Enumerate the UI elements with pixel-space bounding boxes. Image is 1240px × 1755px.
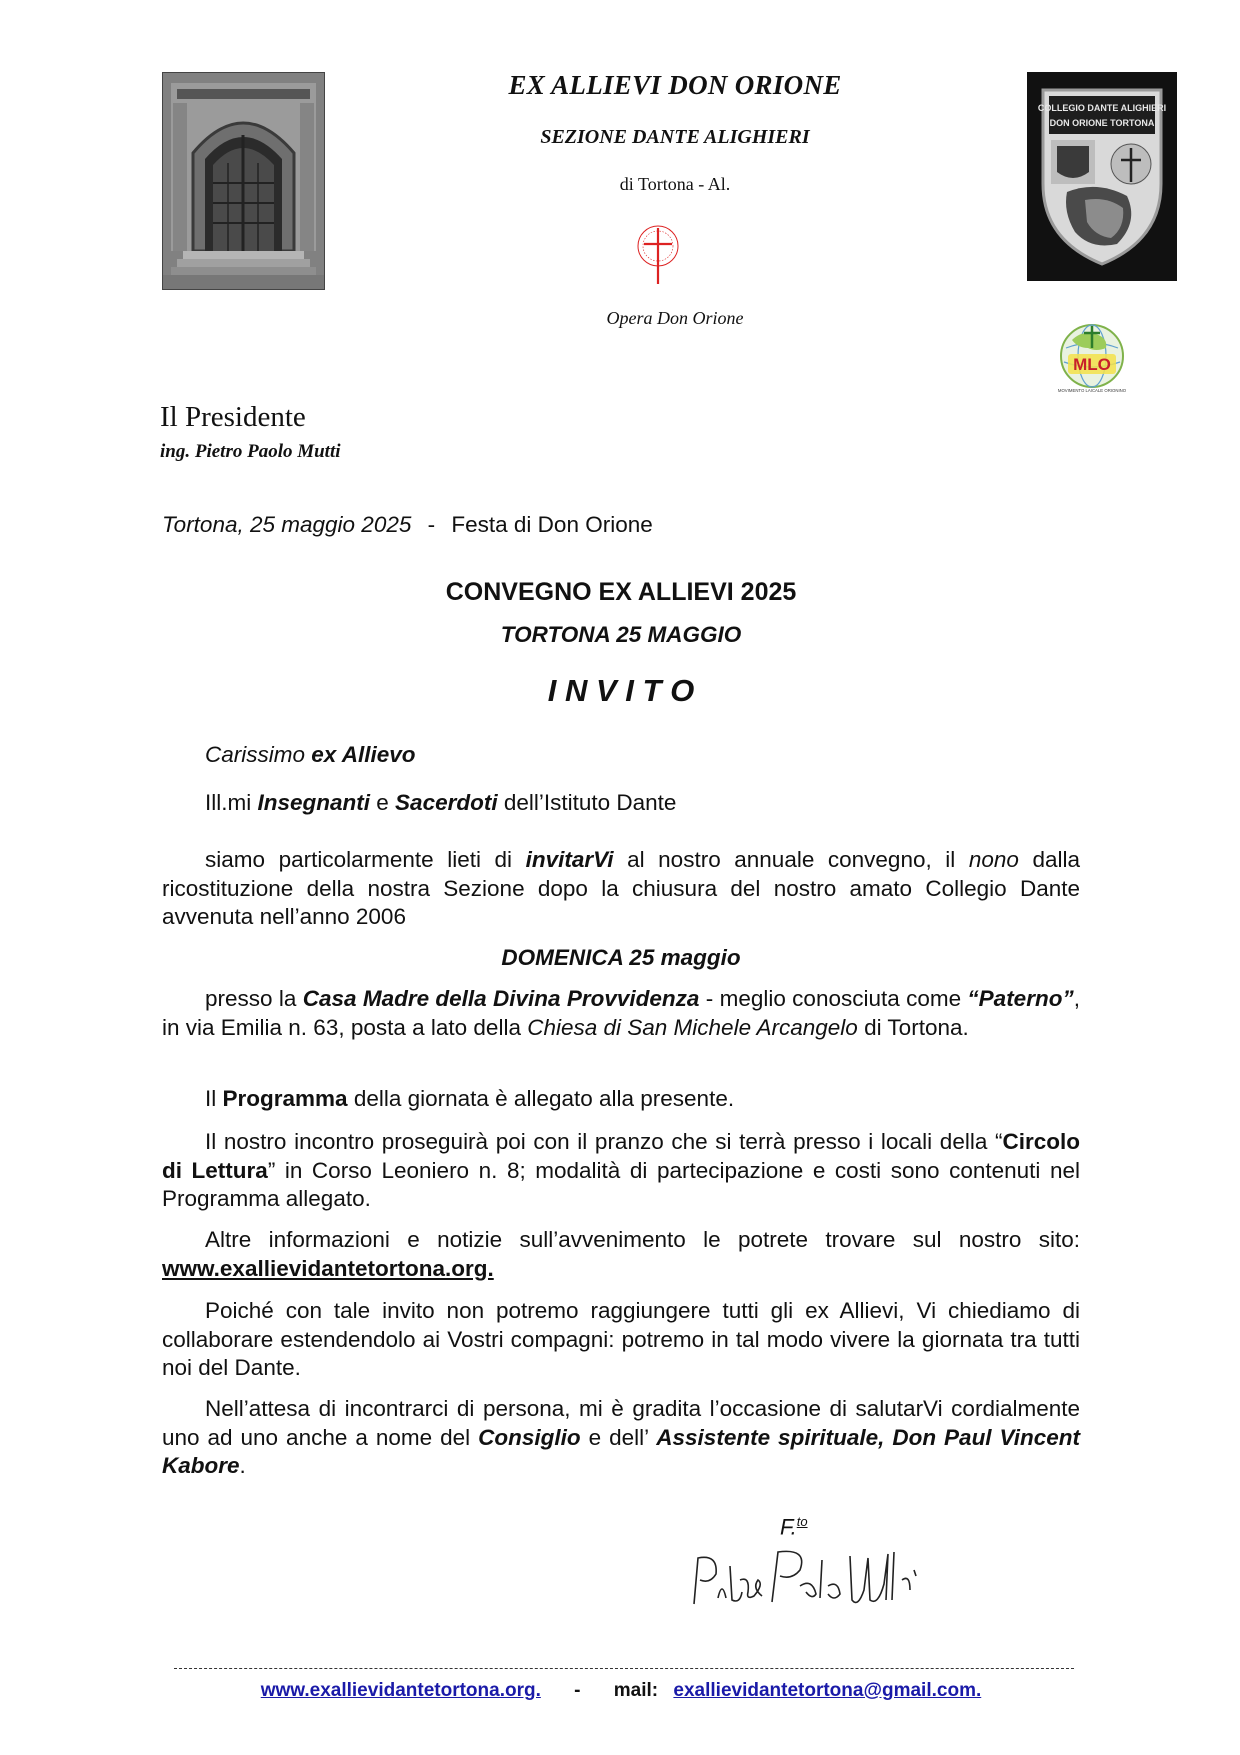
p7-text-e: . bbox=[239, 1453, 246, 1478]
footer-email-link[interactable]: exallievidantetortona@gmail.com. bbox=[673, 1680, 982, 1701]
p2-text-e: , in via Emilia n. 63, posta a lato della bbox=[162, 986, 1080, 1040]
opera-line: Opera Don Orione bbox=[606, 308, 744, 328]
p2-text-a: presso la bbox=[205, 986, 303, 1011]
website-link[interactable]: www.exallievidantetortona.org. bbox=[162, 1255, 494, 1281]
p3-text-c: della giornata è allegato alla presente. bbox=[347, 1086, 735, 1111]
p2-text-c: - meglio conosciuta come bbox=[699, 986, 968, 1011]
p1-text-e: dalla ricostituzione della nostra Sezione dopo la chiusura del nostro amato Collegio Dante avvenuta nell’anno 2006 bbox=[162, 847, 1080, 929]
section-subtitle: SEZIONE DANTE ALIGHIERI bbox=[540, 126, 810, 148]
paragraph-closing bbox=[162, 1395, 1080, 1481]
paragraph-invitation bbox=[162, 846, 1080, 932]
date-text: Tortona, 25 maggio 2025 bbox=[162, 512, 412, 537]
signature-fto bbox=[780, 1514, 808, 1540]
date-line bbox=[162, 512, 653, 538]
fto-text: F. bbox=[780, 1514, 797, 1540]
footer-mail-label: mail: bbox=[613, 1680, 659, 1701]
salutation-insegnanti: Insegnanti bbox=[257, 790, 371, 815]
doorway-illustration bbox=[163, 73, 324, 289]
invito-heading: I N V I T O bbox=[547, 673, 695, 708]
salutation-illmi: Ill.mi bbox=[205, 790, 258, 815]
college-badge-illustration bbox=[1027, 72, 1177, 281]
p7-consiglio: Consiglio bbox=[478, 1424, 581, 1450]
footer-separator: - bbox=[574, 1680, 581, 1701]
event-day: DOMENICA 25 maggio bbox=[501, 945, 741, 970]
footer-contacts bbox=[162, 1680, 1080, 1702]
sender-name: ing. Pietro Paolo Mutti bbox=[160, 441, 341, 462]
p7-assistente: Assistente spirituale, Don Paul Vincent Kabore bbox=[162, 1424, 1080, 1478]
p1-invitarvi: invitarVi bbox=[525, 847, 614, 872]
event-subtitle: TORTONA 25 MAGGIO bbox=[500, 622, 742, 647]
paragraph-programma bbox=[162, 1085, 1080, 1114]
p1-nono: nono bbox=[968, 847, 1019, 872]
p7-text-c: e dell’ bbox=[580, 1424, 657, 1450]
salutation-line-2 bbox=[205, 789, 676, 818]
p1-text-c: al nostro annuale convegno, il bbox=[613, 847, 969, 872]
mlo-caption: MOVIMENTO LAICALE ORIONINO bbox=[1057, 388, 1127, 393]
p2-chiesa: Chiesa di San Michele Arcangelo bbox=[527, 1014, 858, 1040]
mlo-text: MLO bbox=[1073, 355, 1111, 374]
badge-text-bottom: DON ORIONE TORTONA bbox=[1049, 118, 1155, 128]
footer-website-link[interactable]: www.exallievidantetortona.org. bbox=[260, 1680, 541, 1701]
p3-text-a: Il bbox=[205, 1086, 223, 1111]
date-separator: - bbox=[427, 512, 436, 537]
event-title: CONVEGNO EX ALLIEVI 2025 bbox=[445, 578, 797, 606]
handwritten-signature bbox=[688, 1540, 968, 1620]
location-line: di Tortona - Al. bbox=[619, 174, 731, 194]
paragraph-website bbox=[162, 1226, 1080, 1283]
fto-superscript: to bbox=[796, 1514, 808, 1529]
p2-paterno: “Paterno” bbox=[967, 986, 1074, 1011]
sender-role: Il Presidente bbox=[160, 401, 306, 433]
paragraph-collaboration: Poiché con tale invito non potremo raggiungere tutti gli ex Allievi, Vi chiediamo di collaborare estendendolo ai Vostri compagni: potremo in tal modo vivere la giornata tra tutti noi del Dante. bbox=[162, 1298, 1080, 1380]
salutation-istituto: dell’Istituto Dante bbox=[497, 790, 677, 815]
college-badge-photo bbox=[1027, 72, 1177, 281]
p3-programma: Programma bbox=[222, 1086, 348, 1111]
p4-text-c: ” in Corso Leoniero n. 8; modalità di partecipazione e costi sono contenuti nel Programma allegato. bbox=[162, 1157, 1080, 1211]
mlo-logo bbox=[1052, 318, 1132, 398]
salutation-sacerdoti: Sacerdoti bbox=[395, 790, 498, 815]
p1-text-a: siamo particolarmente lieti di bbox=[205, 847, 526, 872]
p5-text-a: Altre informazioni e notizie sull’avvenimento le potrete trovare sul nostro sito: bbox=[205, 1227, 1080, 1252]
salutation-prefix: Carissimo bbox=[205, 742, 312, 767]
salutation-and: e bbox=[370, 790, 396, 815]
paragraph-lunch bbox=[162, 1128, 1080, 1214]
doorway-photo bbox=[162, 72, 325, 290]
occasion-text: Festa di Don Orione bbox=[451, 512, 653, 537]
salutation-line-1 bbox=[205, 741, 415, 770]
cross-emblem-icon bbox=[630, 222, 686, 288]
organization-title: EX ALLIEVI DON ORIONE bbox=[508, 70, 842, 100]
p7-text-a: Nell’attesa di incontrarci di persona, mi è gradita l’occasione di salutarVi cordialmente uno ad uno anche a nome del bbox=[162, 1396, 1080, 1450]
badge-text-top: COLLEGIO DANTE ALIGHIERI bbox=[1037, 103, 1167, 113]
signature-drawing bbox=[688, 1540, 968, 1620]
p4-circolo: Circolo di Lettura bbox=[162, 1129, 1080, 1183]
p2-casa-madre: Casa Madre della Divina Provvidenza bbox=[302, 986, 700, 1011]
salutation-ex-allievo: ex Allievo bbox=[311, 742, 416, 767]
paragraph-location bbox=[162, 985, 1080, 1042]
p2-text-g: di Tortona. bbox=[857, 1014, 969, 1040]
p4-text-a: Il nostro incontro proseguirà poi con il pranzo che si terrà presso i locali della “ bbox=[205, 1129, 1003, 1154]
footer-divider bbox=[174, 1668, 1074, 1669]
